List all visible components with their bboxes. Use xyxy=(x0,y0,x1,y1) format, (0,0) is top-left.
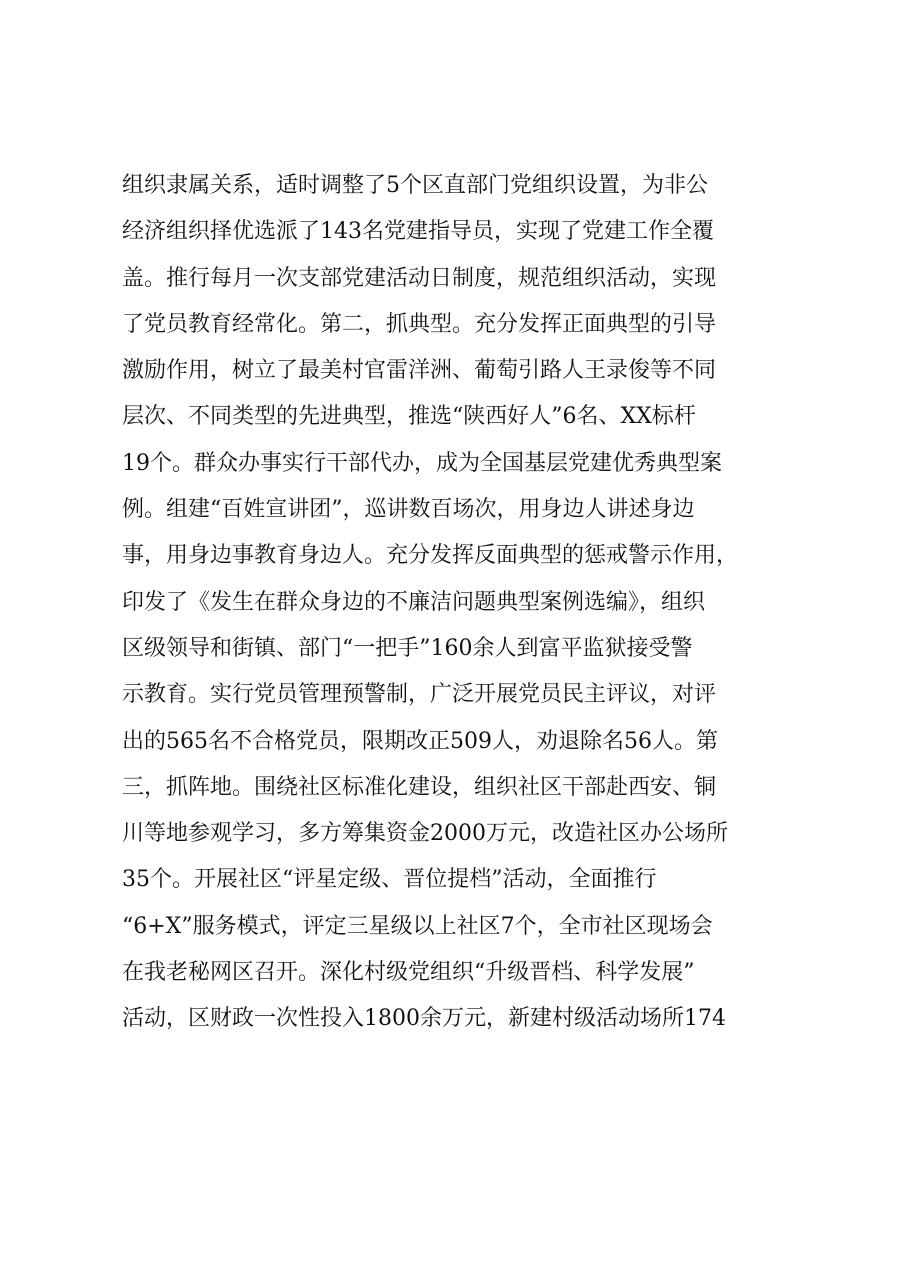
paragraph-line: 出的565名不合格党员，限期改正509人，劝退除名56人。第 xyxy=(122,728,718,754)
paragraph-line: 三，抓阵地。围绕社区标准化建设，组织社区干部赴西安、铜 xyxy=(122,774,717,800)
paragraph-line: 事，用身边事教育身边人。充分发挥反面典型的惩戒警示作用， xyxy=(122,543,739,569)
paragraph-line: 在我老秘网区召开。深化村级党组织“升级晋档、科学发展” xyxy=(122,960,695,986)
paragraph-line: 激励作用，树立了最美村官雷洋洲、葡萄引路人王录俊等不同 xyxy=(122,358,717,384)
paragraph-line: 印发了《发生在群众身边的不廉洁问题典型案例选编》，组织 xyxy=(122,589,706,615)
paragraph-line: 区级领导和街镇、部门“一把手”160余人到富平监狱接受警 xyxy=(122,635,693,661)
paragraph-line: 了党员教育经常化。第二，抓典型。充分发挥正面典型的引导 xyxy=(122,311,717,337)
body-paragraph xyxy=(122,163,802,1043)
paragraph-line: 示教育。实行党员管理预警制，广泛开展党员民主评议，对评 xyxy=(122,682,717,708)
paragraph-line: 19个。群众办事实行干部代办，成为全国基层党建优秀典型案 xyxy=(122,450,722,476)
paragraph-line: 盖。推行每月一次支部党建活动日制度，规范组织活动，实现 xyxy=(122,265,717,291)
paragraph-line: 组织隶属关系，适时调整了5个区直部门党组织设置，为非公 xyxy=(122,173,708,198)
paragraph-line: 活动，区财政一次性投入1800余万元，新建村级活动场所174 xyxy=(122,1006,726,1032)
paragraph-line: 经济组织择优选派了143名党建指导员，实现了党建工作全覆 xyxy=(122,219,714,245)
paragraph-line: 川等地参观学习，多方筹集资金2000万元，改造社区办公场所 xyxy=(122,821,728,847)
paragraph-line: 例。组建“百姓宣讲团”，巡讲数百场次，用身边人讲述身边 xyxy=(122,497,695,523)
paragraph-line: 层次、不同类型的先进典型，推选“陕西好人”6名、XX标杆 xyxy=(122,404,696,430)
paragraph-line: “6+X”服务模式，评定三星级以上社区7个，全市社区现场会 xyxy=(122,913,713,939)
paragraph-line: 35个。开展社区“评星定级、晋位提档”活动，全面推行 xyxy=(122,867,657,893)
